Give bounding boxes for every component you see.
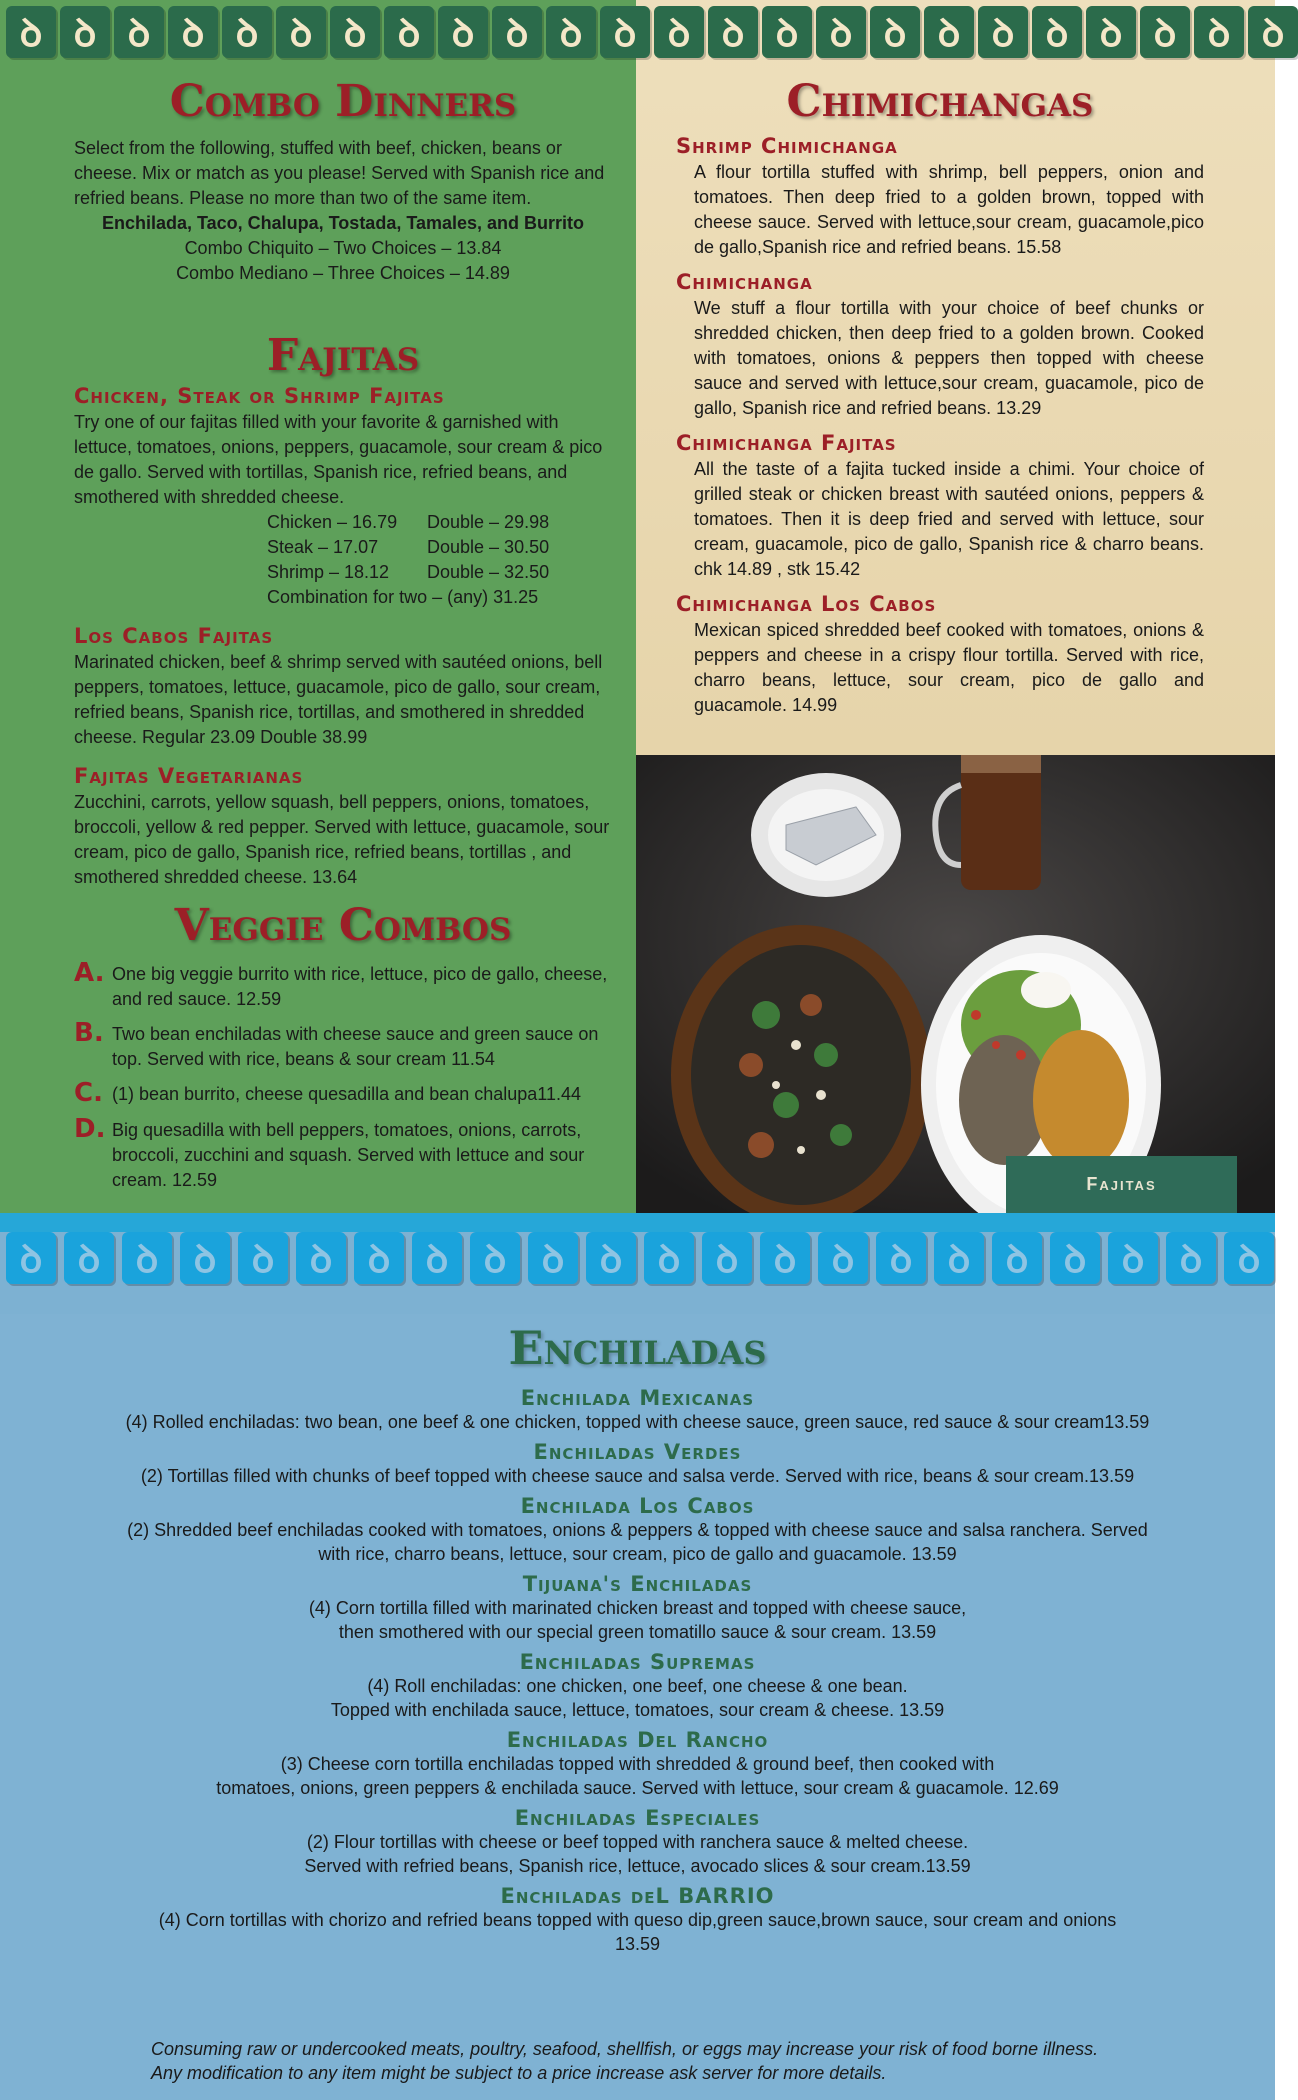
chimi-item-desc: All the taste of a fajita tucked inside a chimi. Your choice of grilled steak or chicken breast with sautéed onions, peppers & tomatoes. Then it is deep fried and served with lettuce, sour cream, guacamole, pico de gallo, Spanish rice & charro beans. chk 14.89 , stk 15.42 [694, 459, 1204, 579]
enchiladas-section [60, 1318, 1215, 1956]
fajitas-photo-label: Fajitas [1006, 1156, 1237, 1213]
greek-key-icon: ꝺ [816, 6, 866, 58]
enchilada-item-heading: Enchiladas Del Rancho [506, 1728, 769, 1752]
chimi-item-heading: Chimichanga [676, 270, 813, 294]
greek-key-icon: ꝺ [180, 1232, 230, 1284]
greek-key-icon: ꝺ [122, 1232, 172, 1284]
enchilada-item [60, 1728, 1215, 1800]
greek-key-icon: ꝺ [1166, 1232, 1216, 1284]
veggie-item-text: Two bean enchiladas with cheese sauce and green sauce on top. Served with rice, beans & sour cream 11.54 [112, 1024, 599, 1069]
enchilada-item-line: (2) Tortillas filled with chunks of beef topped with cheese sauce and salsa verde. Served with rice, beans & sour cream.13.59 [140, 1466, 1135, 1486]
greek-key-icon: ꝺ [708, 6, 758, 58]
price-steak: Steak – 17.07 [267, 537, 379, 557]
enchilada-item [60, 1650, 1215, 1722]
greek-key-icon: ꝺ [412, 1232, 462, 1284]
enchilada-item-line: Served with refried beans, Spanish rice, lettuce, avocado slices & sour cream.13.59 [304, 1856, 971, 1876]
top-decor-border [0, 0, 1285, 78]
fajitas-plate-photo [636, 755, 1275, 1213]
fajitas-photo [636, 755, 1275, 1213]
fajitas-heading: Chicken, Steak or Shrimp Fajitas [74, 384, 445, 408]
enchilada-item [60, 1572, 1215, 1644]
greek-key-icon: ꝺ [1224, 1232, 1274, 1284]
greek-key-icon: ꝺ [586, 1232, 636, 1284]
greek-key-icon: ꝺ [876, 1232, 926, 1284]
greek-key-icon: ꝺ [644, 1232, 694, 1284]
enchilada-item-heading: Enchiladas Especiales [514, 1806, 761, 1830]
greek-key-icon: ꝺ [818, 1232, 868, 1284]
enchilada-item-line: (2) Shredded beef enchiladas cooked with tomatoes, onions & peppers & topped with cheese sauce and salsa ranchera. Served [127, 1520, 1148, 1540]
enchilada-item-line: Topped with enchilada sauce, lettuce, tomatoes, sour cream & cheese. 13.59 [330, 1700, 945, 1720]
chimi-item-heading: Chimichanga Fajitas [676, 431, 897, 455]
combo-dinners-title: Combo Dinners [169, 76, 517, 127]
greek-key-icon: ꝺ [870, 6, 920, 58]
chimi-item-heading: Shrimp Chimichanga [676, 134, 898, 158]
chimi-item-desc: We stuff a flour tortilla with your choice of beef chunks or shredded chicken, then deep fried to a golden brown. Cooked with tomatoes, onions & peppers then topped with cheese sauce and served with lettuce,sour cream, guacamole, pico de gallo, Spanish rice and refried beans. 13.29 [694, 298, 1204, 418]
veggie-item-letter: D. [74, 1114, 106, 1144]
combo-items-line: Enchilada, Taco, Chalupa, Tostada, Tamales, and Burrito [101, 213, 585, 233]
veggie-item-text: (1) bean burrito, cheese quesadilla and bean chalupa11.44 [112, 1084, 582, 1104]
enchilada-item-heading: Enchilada Los Cabos [520, 1494, 755, 1518]
veggie-item [74, 1078, 612, 1108]
combo-dinners-section [74, 74, 612, 286]
greek-key-icon: ꝺ [114, 6, 164, 58]
enchilada-item-heading: Tijuana's Enchiladas [522, 1572, 753, 1596]
greek-key-icon: ꝺ [384, 6, 434, 58]
greek-key-icon: ꝺ [1050, 1232, 1100, 1284]
enchilada-item-line: with rice, charro beans, lettuce, sour cream, pico de gallo and guacamole. 13.59 [318, 1544, 957, 1564]
fajitas-title: Fajitas [266, 330, 420, 381]
enchilada-item [60, 1386, 1215, 1434]
enchilada-item [60, 1806, 1215, 1878]
enchilada-item-line: (3) Cheese corn tortilla enchiladas topped with shredded & ground beef, then cooked with [280, 1754, 995, 1774]
greek-key-icon: ꝺ [354, 1232, 404, 1284]
fajitas-section [74, 328, 612, 890]
enchilada-item-line: (4) Rolled enchiladas: two bean, one beef & one chicken, topped with cheese sauce, green sauce, red sauce & sour cream13.59 [125, 1412, 1150, 1432]
greek-key-icon: ꝺ [978, 6, 1028, 58]
fajitas-desc: Try one of our fajitas filled with your favorite & garnished with lettuce, tomatoes, onions, peppers, guacamole, sour cream & pico de gallo. Served with tortillas, Spanish rice, refried beans, and smothered with shredded cheese. [74, 412, 603, 507]
greek-key-icon: ꝺ [762, 6, 812, 58]
fajitas-price-grid [267, 510, 612, 585]
greek-key-icon: ꝺ [992, 1232, 1042, 1284]
enchiladas-title: Enchiladas [508, 1321, 767, 1375]
price-chicken-double: Double – 29.98 [427, 512, 550, 532]
greek-key-icon: ꝺ [1032, 6, 1082, 58]
enchilada-item-heading: Enchiladas Verdes [533, 1440, 742, 1464]
veggie-combos-title: Veggie Combos [174, 900, 512, 951]
combo-mediano: Combo Mediano – Three Choices – 14.89 [176, 263, 510, 283]
veggie-item-text: One big veggie burrito with rice, lettuce, pico de gallo, cheese, and red sauce. 12.59 [112, 964, 608, 1009]
disclaimer [151, 2037, 1231, 2085]
greek-key-icon: ꝺ [1086, 6, 1136, 58]
greek-key-icon: ꝺ [64, 1232, 114, 1284]
fajitas-combo-two: Combination for two – (any) 31.25 [267, 587, 539, 607]
enchilada-item-line: (4) Corn tortillas with chorizo and refried beans topped with queso dip,green sauce,brown sauce, sour cream and onions [158, 1910, 1117, 1930]
greek-key-icon: ꝺ [6, 1232, 56, 1284]
disclaimer-line: Any modification to any item might be subject to a price increase ask server for more details. [151, 2063, 887, 2083]
price-shrimp: Shrimp – 18.12 [267, 562, 390, 582]
greek-key-icon: ꝺ [924, 6, 974, 58]
loscabos-fajitas-desc: Marinated chicken, beef & shrimp served with sautéed onions, bell peppers, tomatoes, lettuce, guacamole, pico de gallo, sour cream, refried beans, Spanish rice, tortillas, and smothered in shredded cheese. Regular 23.09 Double 38.99 [74, 652, 603, 747]
enchilada-item-line: (4) Corn tortilla filled with marinated chicken breast and topped with cheese sauce, [308, 1598, 967, 1618]
enchilada-item-line: then smothered with our special green tomatillo sauce & sour cream. 13.59 [338, 1622, 937, 1642]
veggie-combos-section [74, 898, 612, 1193]
greek-key-icon: ꝺ [1248, 6, 1298, 58]
veggie-item [74, 1018, 612, 1072]
enchilada-item [60, 1440, 1215, 1488]
veggie-item-letter: B. [74, 1018, 104, 1048]
veggie-item [74, 1114, 612, 1193]
greek-key-icon: ꝺ [528, 1232, 578, 1284]
price-chicken: Chicken – 16.79 [267, 512, 398, 532]
chimichangas-section [676, 74, 1204, 718]
greek-key-icon: ꝺ [6, 6, 56, 58]
greek-key-icon: ꝺ [330, 6, 380, 58]
combo-chiquito: Combo Chiquito – Two Choices – 13.84 [184, 238, 502, 258]
enchilada-item-line: (4) Roll enchiladas: one chicken, one beef, one cheese & one bean. [367, 1676, 908, 1696]
fajitas-vegetarianas-desc: Zucchini, carrots, yellow squash, bell peppers, onions, tomatoes, broccoli, yellow & red pepper. Served with lettuce, guacamole, sour cream, pico de gallo, Spanish rice, refried beans, tortillas , and smothered shredded cheese. 13.64 [74, 792, 610, 887]
combo-intro: Select from the following, stuffed with beef, chicken, beans or cheese. Mix or match as you please! Served with Spanish rice and refried beans. Please no more than two of the same item. [74, 138, 605, 208]
veggie-item-text: Big quesadilla with bell peppers, tomatoes, onions, carrots, broccoli, zucchini and squash. Served with lettuce and sour cream. 12.59 [112, 1120, 585, 1190]
greek-key-icon: ꝺ [60, 6, 110, 58]
enchilada-item-heading: Enchilada Mexicanas [520, 1386, 755, 1410]
greek-key-icon: ꝺ [296, 1232, 346, 1284]
greek-key-icon: ꝺ [702, 1232, 752, 1284]
chimi-item-desc: Mexican spiced shredded beef cooked with tomatoes, onions & peppers and cheese in a crispy flour tortilla. Served with rice, charro beans, lettuce, sour cream, pico de gallo and guacamole. 14.99 [694, 620, 1204, 715]
enchilada-item [60, 1494, 1215, 1566]
greek-key-icon: ꝺ [492, 6, 542, 58]
chimichangas-title: Chimichangas [786, 76, 1094, 127]
enchilada-item-heading: Enchiladas Supremas [519, 1650, 756, 1674]
enchilada-item-line: (2) Flour tortillas with cheese or beef topped with ranchera sauce & melted cheese. [306, 1832, 969, 1852]
chimi-item-desc: A flour tortilla stuffed with shrimp, bell peppers, onion and tomatoes. Then deep fried to a golden brown, topped with cheese sauce. Served with lettuce,sour cream, guacamole,pico de gallo,Spanish rice and refried beans. 15.58 [694, 162, 1204, 257]
veggie-item-letter: C. [74, 1078, 103, 1108]
blue-divider [0, 1213, 1275, 1233]
greek-key-icon: ꝺ [168, 6, 218, 58]
greek-key-icon: ꝺ [546, 6, 596, 58]
greek-key-icon: ꝺ [1140, 6, 1190, 58]
greek-key-icon: ꝺ [222, 6, 272, 58]
enchilada-item-line: 13.59 [614, 1934, 661, 1954]
greek-key-icon: ꝺ [1194, 6, 1244, 58]
greek-key-icon: ꝺ [760, 1232, 810, 1284]
enchilada-item-heading: Enchiladas deL BARRIO [500, 1884, 775, 1908]
fajitas-vegetarianas-heading: Fajitas Vegetarianas [74, 764, 304, 788]
chimi-item-heading: Chimichanga Los Cabos [676, 592, 937, 616]
greek-key-icon: ꝺ [934, 1232, 984, 1284]
greek-key-icon: ꝺ [600, 6, 650, 58]
greek-key-icon: ꝺ [470, 1232, 520, 1284]
veggie-item [74, 958, 612, 1012]
greek-key-icon: ꝺ [438, 6, 488, 58]
blue-decor-border [0, 1232, 1275, 1314]
greek-key-icon: ꝺ [1108, 1232, 1158, 1284]
greek-key-icon: ꝺ [654, 6, 704, 58]
greek-key-icon: ꝺ [238, 1232, 288, 1284]
price-steak-double: Double – 30.50 [427, 537, 550, 557]
greek-key-icon: ꝺ [276, 6, 326, 58]
enchilada-item [60, 1884, 1215, 1956]
price-shrimp-double: Double – 32.50 [427, 562, 550, 582]
veggie-item-letter: A. [74, 958, 105, 988]
loscabos-fajitas-heading: Los Cabos Fajitas [74, 624, 274, 648]
disclaimer-line: Consuming raw or undercooked meats, poultry, seafood, shellfish, or eggs may increase your risk of food borne illness. [151, 2039, 1099, 2059]
enchilada-item-line: tomatoes, onions, green peppers & enchilada sauce. Served with lettuce, sour cream & guacamole. 12.69 [216, 1778, 1059, 1798]
